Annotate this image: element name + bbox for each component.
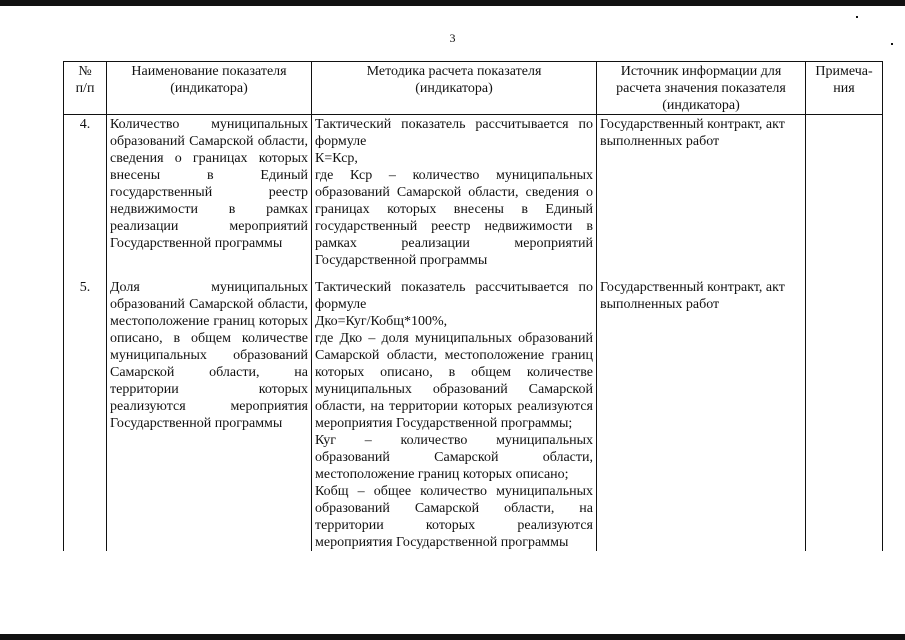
scan-speck	[856, 16, 858, 18]
table-row	[64, 115, 883, 280]
calculation-method	[312, 115, 597, 280]
page-number: 3	[449, 31, 456, 45]
indicator-name: Количество муниципальных образований Самарской области, сведения о границах которых внесены в Единый государственный реестр недвижимости в рамках реализации мероприятий Государственной программы	[107, 115, 312, 280]
header-note: Примеча- ния	[806, 62, 883, 115]
method-formula: Дко=Куг/Кобщ*100%,	[315, 314, 448, 329]
method-definition: Куг – количество муниципальных образований Самарской области, местоположение границ которых описано;	[315, 433, 593, 482]
method-definition: где Кср – количество муниципальных образований Самарской области, сведения о границах которых внесены в Единый государственный реестр недвижимости в рамках реализации мероприятий Государственной программы	[315, 168, 593, 268]
table-header-row	[64, 62, 883, 115]
header-method: Методика расчета показателя (индикатора)	[312, 62, 597, 115]
method-definition: Кобщ – общее количество муниципальных образований Самарской области, на территории которых реализуются мероприятия Государственной программы	[315, 484, 593, 550]
header-source: Источник информации для расчета значения показателя (индикатора)	[597, 62, 806, 115]
bottom-border-rule	[0, 634, 905, 640]
note-cell	[806, 115, 883, 280]
method-intro: Тактический показатель рассчитывается по формуле	[315, 280, 593, 312]
info-source: Государственный контракт, акт выполненных работ	[597, 115, 806, 280]
method-intro: Тактический показатель рассчитывается по формуле	[315, 117, 593, 149]
row-number: 4.	[64, 115, 107, 280]
table-row	[64, 279, 883, 551]
header-num: № п/п	[64, 62, 107, 115]
calculation-method	[312, 279, 597, 551]
row-number: 5.	[64, 279, 107, 551]
header-name: Наименование показателя (индикатора)	[107, 62, 312, 115]
indicator-name: Доля муниципальных образований Самарской области, местоположение границ которых описано, в общем количестве муниципальных образований Самарской области, на территории которых реализуются мероприятия Государственной программы	[107, 279, 312, 551]
method-formula: К=Кср,	[315, 151, 358, 166]
method-definition: где Дко – доля муниципальных образований Самарской области, местоположение границ которых описано, в общем количестве муниципальных образований Самарской области, на территории которых реализуются мероприятия Государственной программы;	[315, 331, 593, 431]
info-source: Государственный контракт, акт выполненных работ	[597, 279, 806, 551]
indicators-table	[63, 61, 883, 551]
top-border-rule	[0, 0, 905, 6]
note-cell	[806, 279, 883, 551]
